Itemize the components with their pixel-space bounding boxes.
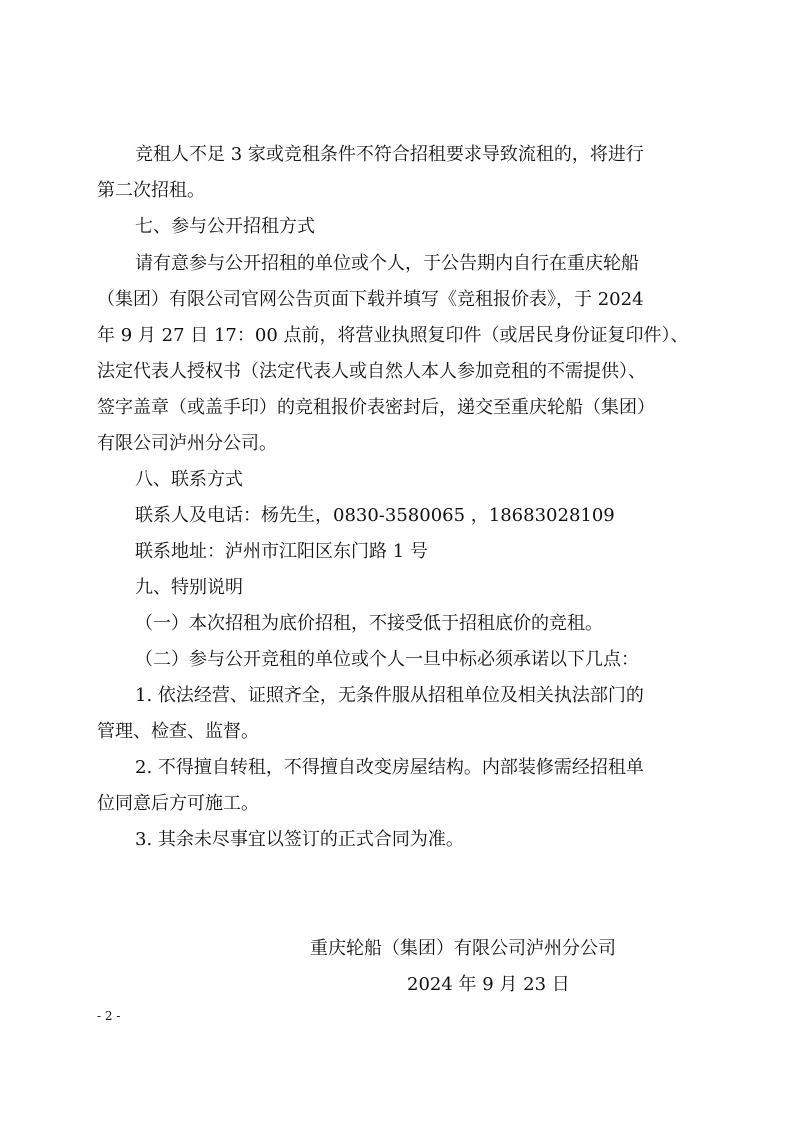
paragraph-line: 法定代表人授权书（法定代表人或自然人本人参加竞租的不需提供）、	[97, 361, 646, 382]
contact-address: 联系地址：泸州市江阳区东门路 1 号	[135, 541, 428, 562]
paragraph-line: 请有意参与公开招租的单位或个人，于公告期内自行在重庆轮船	[135, 253, 639, 274]
list-item-3: 3. 其余未尽事宜以签订的正式合同为准。	[135, 829, 464, 850]
signature-date: 2024 年 9 月 23 日	[407, 974, 570, 995]
paragraph-line: 第二次招租。	[97, 180, 205, 201]
list-item-1: 1. 依法经营、证照齐全，无条件服从招租单位及相关执法部门的	[135, 685, 644, 706]
section-heading-8: 八、联系方式	[135, 469, 243, 490]
list-item-2-cont: 位同意后方可施工。	[97, 793, 259, 814]
paragraph-line: 有限公司泸州分公司。	[97, 433, 277, 454]
paragraph-line: 年 9 月 27 日 17：00 点前，将营业执照复印件（或居民身份证复印件）、	[97, 325, 689, 346]
note-1: （一）本次招租为底价招租，不接受低于招租底价的竞租。	[135, 613, 603, 634]
paragraph-line: 竞租人不足 3 家或竞租条件不符合招租要求导致流租的，将进行	[135, 144, 644, 165]
section-heading-9: 九、特别说明	[135, 577, 243, 598]
list-item-1-cont: 管理、检查、监督。	[97, 721, 259, 742]
page-number: - 2 -	[97, 1009, 121, 1023]
paragraph-line: 签字盖章（或盖手印）的竞租报价表密封后，递交至重庆轮船（集团）	[97, 397, 655, 418]
paragraph-line: （集团）有限公司官网公告页面下载并填写《竞租报价表》，于 2024	[97, 289, 644, 310]
contact-phone: 联系人及电话：杨先生，0830-3580065 ，18683028109	[135, 505, 615, 526]
list-item-2: 2. 不得擅自转租，不得擅自改变房屋结构。内部装修需经招租单	[135, 757, 644, 778]
section-heading-7: 七、参与公开招租方式	[135, 216, 315, 237]
signature-org: 重庆轮船（集团）有限公司泸州分公司	[310, 938, 616, 959]
note-2: （二）参与公开竞租的单位或个人一旦中标必须承诺以下几点：	[135, 649, 639, 670]
